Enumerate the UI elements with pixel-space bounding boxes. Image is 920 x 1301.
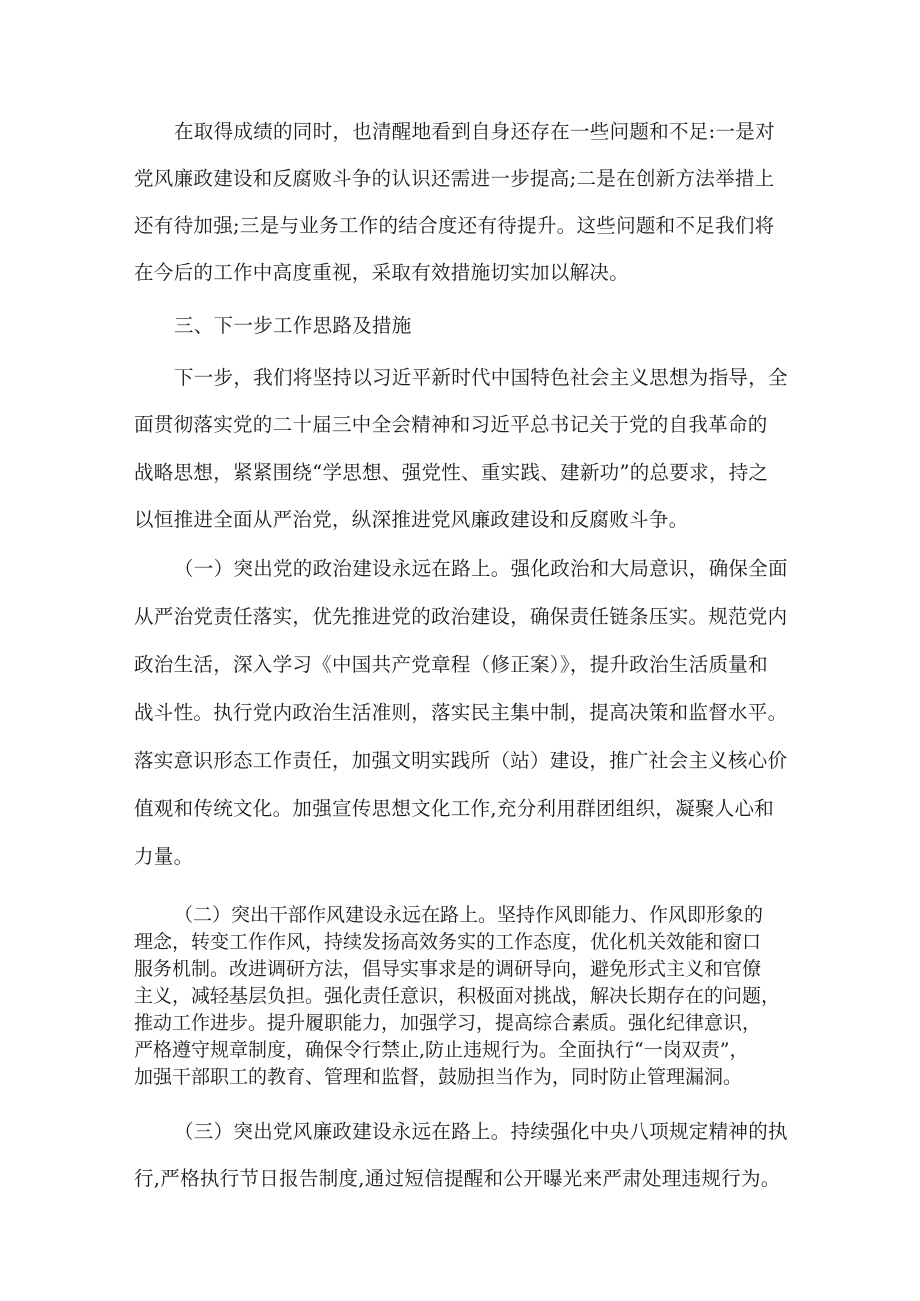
text-line: （一）突出党的政治建设永远在路上。强化政治和大局意识，确保全面 <box>174 557 788 580</box>
text-line: 还有待加强;三是与业务工作的结合度还有待提升。这些问题和不足我们将 <box>134 214 775 237</box>
text-line: 推动工作进步。提升履职能力，加强学习，提高综合素质。强化纪律意识， <box>134 1012 762 1034</box>
text-line: （三）突出党风廉政建设永远在路上。持续强化中央八项规定精神的执 <box>174 1120 788 1143</box>
text-line: 在取得成绩的同时，也清醒地看到自身还存在一些问题和不足:一是对 <box>174 120 775 143</box>
text-line: 服务机制。改进调研方法，倡导实事求是的调研导向，避免形式主义和官僚 <box>134 958 762 980</box>
text-line: 战斗性。执行党内政治生活准则，落实民主集中制，提高决策和监督水平。 <box>134 701 788 724</box>
text-line: 力量。 <box>134 845 194 868</box>
text-line: 战略思想，紧紧围绕“学思想、强党性、重实践、建新功”的总要求，持之 <box>134 461 769 484</box>
text-line: 落实意识形态工作责任，加强文明实践所（站）建设，推广社会主义核心价 <box>134 749 788 772</box>
text-line: 行,严格执行节日报告制度,通过短信提醒和公开曝光来严肃处理违规行为。 <box>134 1167 781 1190</box>
text-line: 严格遵守规章制度，确保令行禁止,防止违规行为。全面执行“一岗双责”， <box>134 1039 749 1061</box>
text-line: 党风廉政建设和反腐败斗争的认识还需进一步提高;二是在创新方法举措上 <box>134 167 775 190</box>
text-line: 从严治党责任落实，优先推进党的政治建设，确保责任链条压实。规范党内 <box>134 605 788 628</box>
text-line: 下一步，我们将坚持以习近平新时代中国特色社会主义思想为指导，全 <box>174 366 788 389</box>
text-line: 在今后的工作中高度重视，采取有效措施切实加以解决。 <box>134 261 630 284</box>
section-heading: 三、下一步工作思路及措施 <box>174 314 412 337</box>
text-line: 加强干部职工的教育、管理和监督，鼓励担当作为，同时防止管理漏洞。 <box>134 1066 743 1088</box>
text-line: 以恒推进全面从严治党，纵深推进党风廉政建设和反腐败斗争。 <box>134 508 689 531</box>
text-line: 值观和传统文化。加强宣传思想文化工作,充分利用群团组织，凝聚人心和 <box>134 797 775 820</box>
text-line: （二）突出干部作风建设永远在路上。坚持作风即能力、作风即形象的 <box>174 904 764 926</box>
text-line: 主义，减轻基层负担。强化责任意识，积极面对挑战，解决长期存在的问题， <box>134 985 781 1007</box>
text-line: 理念，转变工作作风，持续发扬高效务实的工作态度，优化机关效能和窗口 <box>134 931 762 953</box>
text-line: 政治生活，深入学习《中国共产党章程（修正案）》，提升政治生活质量和 <box>134 653 768 676</box>
text-line: 面贯彻落实党的二十届三中全会精神和习近平总书记关于党的自我革命的 <box>134 413 768 436</box>
